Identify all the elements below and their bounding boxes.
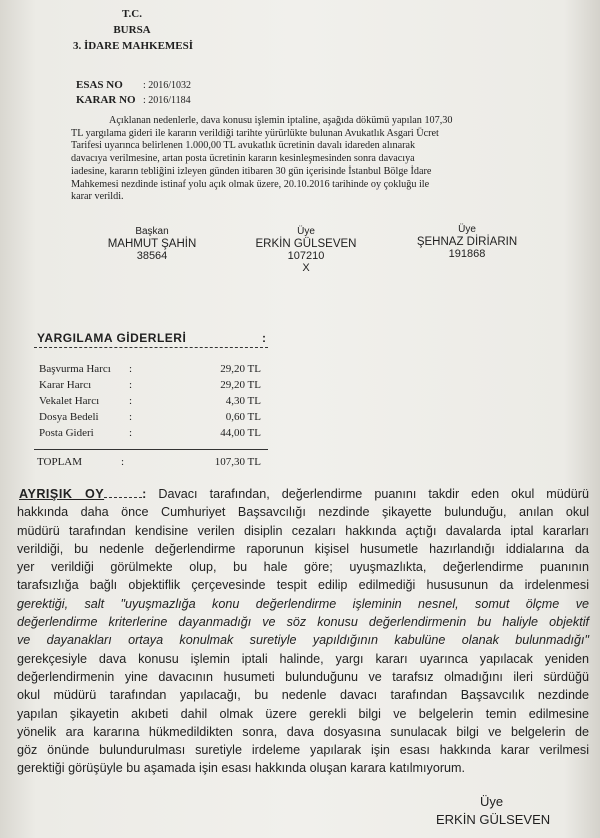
dissent-line: okul müdürü tarafından yapılacağı, bu nedenle davacı tarafından Başsavcılık nezdinde bbox=[17, 688, 589, 703]
judgment-line: davacıya verilmesine, artan posta ücretinin kararın kesinleşmesinden sonra davacıya bbox=[71, 153, 415, 165]
signature-president bbox=[82, 226, 222, 262]
dissent-line: gerektiği görüşüyle bu aşamada işin esası hakkında oluşan karara katılmıyorum. bbox=[17, 761, 466, 776]
expense-value: 4,30 TL bbox=[225, 395, 261, 407]
expense-value: 29,20 TL bbox=[220, 379, 261, 391]
judgment-line: iadesine, kararın tebliğini izleyen günden itibaren 30 gün içerisinde İstanbul Bölge İdare bbox=[71, 165, 432, 177]
dissent-line: verildiği, bu nedenle değerlendirme raporunun kişisel husumetle hazırlandığı iddialarına da bbox=[17, 541, 589, 556]
expense-colon: : bbox=[129, 411, 133, 423]
expense-row bbox=[39, 363, 261, 377]
signature-name: ŞEHNAZ DİRİARIN bbox=[416, 236, 518, 248]
signature-number: 107210 bbox=[287, 250, 325, 262]
expenses-title-colon: : bbox=[262, 331, 267, 345]
expense-colon: : bbox=[129, 395, 133, 407]
expense-label: Posta Gideri bbox=[39, 427, 94, 439]
expense-colon: : bbox=[129, 379, 133, 391]
dissent-line: müdürü tarafından kendisine verilen disiplin cezaları hakkında açtığı davalarda iptal kararları bbox=[17, 523, 589, 538]
karar-value: : 2016/1184 bbox=[143, 95, 191, 106]
signature-number: 38564 bbox=[136, 250, 168, 262]
dissent-line: tarafsızlığa bağlı objektiflik çerçevesinde tespit edilip edilmediği hususunun da irdelenmesi bbox=[17, 578, 589, 593]
expense-colon: : bbox=[129, 363, 133, 375]
judgment-paragraph bbox=[71, 115, 531, 204]
judgment-line: Açıklanan nedenlerle, dava konusu işlemin iptaline, aşağıda dökümü yapılan 107,30 bbox=[109, 115, 453, 126]
dissent-signer-role: Üye bbox=[480, 794, 504, 809]
esas-value: : 2016/1032 bbox=[143, 80, 192, 91]
signature-role: Başkan bbox=[135, 226, 169, 237]
dissent-line: hakkında daha önce Cumhuriyet Başsavcılığı nezdinde şikayette bulunduğu, anılan okul bbox=[17, 505, 589, 520]
expenses-title-underline bbox=[34, 347, 268, 348]
signature-name: MAHMUT ŞAHİN bbox=[107, 238, 197, 250]
expense-label: Vekalet Harcı bbox=[39, 395, 100, 407]
signature-member-1 bbox=[236, 226, 376, 274]
header-tc: T.C. bbox=[122, 8, 142, 20]
expense-row bbox=[39, 427, 261, 441]
header-city: BURSA bbox=[113, 24, 151, 36]
expense-row bbox=[39, 395, 261, 409]
expense-total-colon: : bbox=[121, 456, 125, 468]
expense-row bbox=[39, 411, 261, 425]
signature-role: Üye bbox=[458, 224, 476, 235]
dissent-title-gap bbox=[104, 497, 142, 498]
expenses-title: YARGILAMA GİDERLERİ bbox=[37, 331, 187, 345]
dissent-line: yapılan şikayetin akıbeti dahil olmak üzere gerekli bilgi ve belgelerin temin edilmesine bbox=[17, 706, 589, 721]
expense-value: 29,20 TL bbox=[220, 363, 261, 375]
dissent-line: değerlendirme kriterlerine dayanmadığı ve söz konusu değerlendirmenin bu haliyle objektif bbox=[17, 615, 589, 630]
dissent-first-line bbox=[17, 485, 589, 503]
dissent-line: Davacı tarafından, değerlendirme puanını takdir eden okul müdürü bbox=[158, 487, 589, 501]
judgment-line: Tarifesi uyarınca belirlenen 1.000,00 TL avukatlık ücretinin davalı idareden alınarak bbox=[71, 140, 416, 152]
signature-member-2 bbox=[392, 224, 542, 260]
dissenting-opinion bbox=[17, 485, 589, 778]
dissent-line: gerektiği, salt "uyuşmazlığa konu değerlendirme işleminin nesnel, somut ölçme ve bbox=[17, 596, 589, 611]
judgment-line: karar verildi. bbox=[71, 191, 124, 203]
esas-label: ESAS NO bbox=[76, 79, 123, 91]
expense-total-row bbox=[37, 456, 261, 470]
signature-mark: X bbox=[302, 262, 310, 274]
dissent-signer-name: ERKİN GÜLSEVEN bbox=[436, 812, 551, 827]
signature-name: ERKİN GÜLSEVEN bbox=[255, 238, 357, 250]
karar-label: KARAR NO bbox=[76, 94, 136, 106]
expenses-total-rule bbox=[34, 449, 268, 450]
dissent-line: göz önünde bulundurulması suretiyle irdeleme yapılarak işin esası hakkında karar verilmesi bbox=[17, 743, 589, 758]
expense-total-value: 107,30 TL bbox=[214, 456, 261, 468]
expense-label: Dosya Bedeli bbox=[39, 411, 99, 423]
dissent-line: ve dayanakları ortaya konulmak suretiyle yapıldığının kabulüne olanak bulunmadığı" bbox=[17, 633, 589, 648]
header-court: 3. İDARE MAHKEMESİ bbox=[72, 40, 194, 52]
judgment-line: Mahkemesi nezdinde istinaf yolu açık olmak üzere, 20.10.2016 tarihinde oy çokluğu ile bbox=[71, 178, 430, 190]
judgment-line: TL yargılama gideri ile kararın verildiği tarihte yürürlükte bulunan Avukatlık Asgari Ücret bbox=[71, 127, 439, 139]
expense-colon: : bbox=[129, 427, 133, 439]
dissent-line: yönelik ara kararına hükmedildikten sonra, dava dosyasına sunulacak bilgi ve belgelerin de bbox=[17, 724, 589, 739]
dissent-line: değerlendirmenin yine davacının husumeti bulunduğunu ve tarafsız olmadığını ileri sürdüğü bbox=[17, 669, 589, 684]
signature-role: Üye bbox=[297, 226, 315, 237]
dissent-line: yer verildiği görülmekte olup, bu hale göre; uyuşmazlıkta, değerlendirme puanının bbox=[17, 560, 589, 575]
expense-total-label: TOPLAM bbox=[37, 456, 83, 468]
expense-row bbox=[39, 379, 261, 393]
signature-number: 191868 bbox=[448, 248, 486, 260]
expense-label: Başvurma Harcı bbox=[39, 363, 111, 375]
expense-value: 44,00 TL bbox=[220, 427, 261, 439]
dissent-title: AYRIŞIK OY bbox=[19, 487, 105, 501]
dissent-title-colon: : bbox=[142, 487, 147, 501]
dissent-line: gerekçesiyle dava konusu işlemin iptali halinde, yargı kararı uyarınca yapılacak yeniden bbox=[17, 651, 589, 666]
expense-label: Karar Harcı bbox=[39, 379, 92, 391]
expense-value: 0,60 TL bbox=[225, 411, 261, 423]
